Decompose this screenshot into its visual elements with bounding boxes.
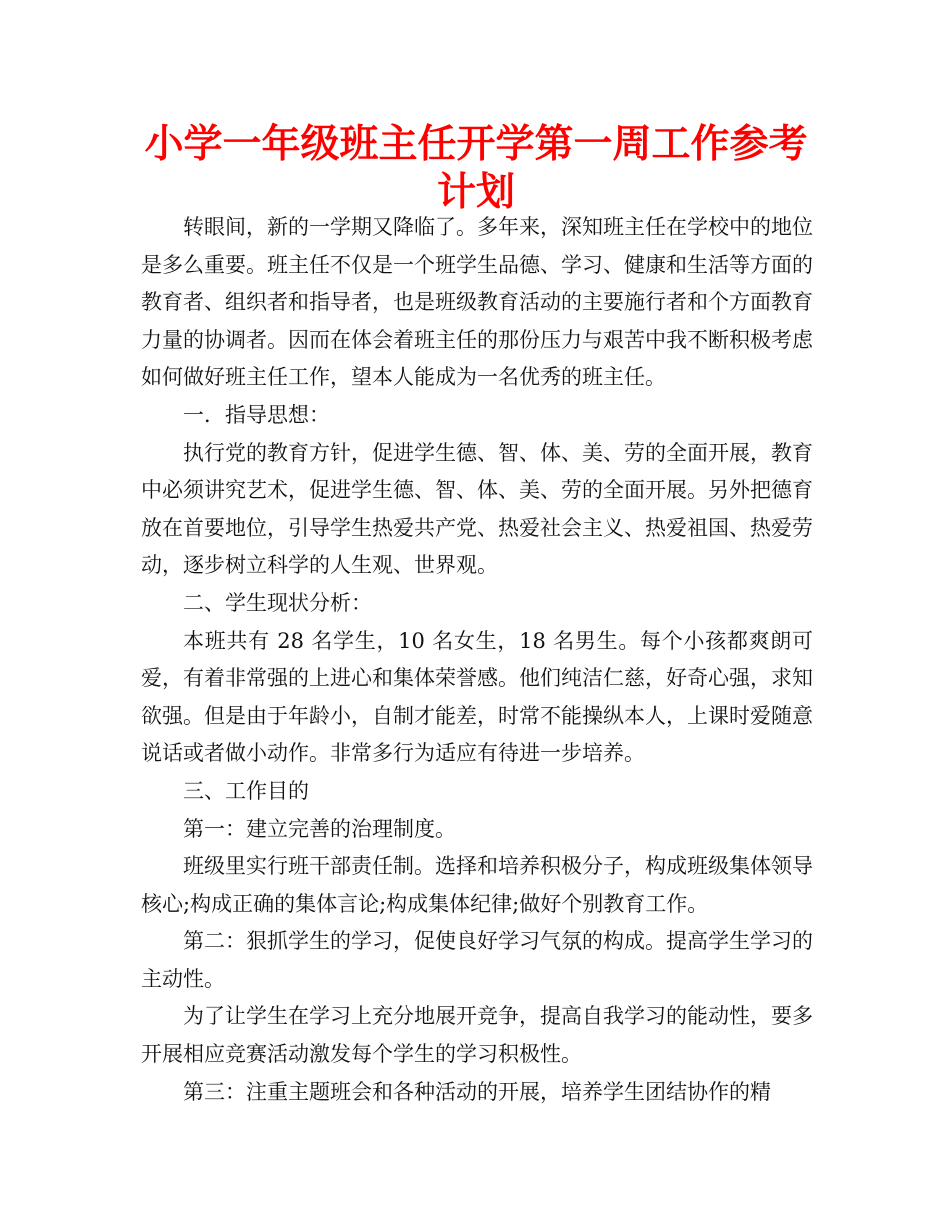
section-heading-work-goals: 三、工作目的 — [183, 778, 309, 803]
paragraph-goal-first: 班级里实行班干部责任制。选择和培养积极分子，构成班级集体领导核心;构成正确的集体言论;构成集体纪律;做好个别教育工作。 — [141, 854, 813, 916]
goal-heading-third: 第三：注重主题班会和各种活动的开展，培养学生团结协作的精 — [183, 1079, 771, 1104]
paragraph-student-analysis: 本班共有 28 名学生，10 名女生，18 名男生。每个小孩都爽朗可爱，有着非常强的上进心和集体荣誉感。他们纯洁仁慈，好奇心强，求知欲强。但是由于年龄小，自制才能差，时常不能操纵本人，上课时爱随意说话或者做小动作。非常多行为适应有待进一步培养。 — [141, 628, 813, 766]
document-body — [141, 209, 813, 1111]
paragraph-intro: 转眼间，新的一学期又降临了。多年来，深知班主任在学校中的地位是多么重要。班主任不仅是一个班学生品德、学习、健康和生活等方面的教育者、组织者和指导者，也是班级教育活动的主要施行者和个方面教育力量的协调者。因而在体会着班主任的那份压力与艰苦中我不断积极考虑如何做好班主任工作，望本人能成为一名优秀的班主任。 — [141, 215, 813, 390]
goal-heading-first: 第一：建立完善的治理制度。 — [183, 816, 456, 841]
goal-heading-second: 第二：狠抓学生的学习，促使良好学习气氛的构成。提高学生学习的主动性。 — [141, 929, 813, 991]
section-heading-student-analysis: 二、学生现状分析： — [183, 590, 372, 615]
section-heading-guiding-thought: 一．指导思想： — [183, 402, 330, 427]
paragraph-guiding-thought: 执行党的教育方针，促进学生德、智、体、美、劳的全面开展，教育中必须讲究艺术，促进学生德、智、体、美、劳的全面开展。另外把德育放在首要地位，引导学生热爱共产党、热爱社会主义、热爱祖国、热爱劳动，逐步树立科学的人生观、世界观。 — [141, 440, 813, 578]
paragraph-goal-second: 为了让学生在学习上充分地展开竞争，提高自我学习的能动性，要多开展相应竞赛活动激发每个学生的学习积极性。 — [141, 1004, 813, 1067]
document-title: 小学一年级班主任开学第一周工作参考计划 — [144, 122, 808, 215]
